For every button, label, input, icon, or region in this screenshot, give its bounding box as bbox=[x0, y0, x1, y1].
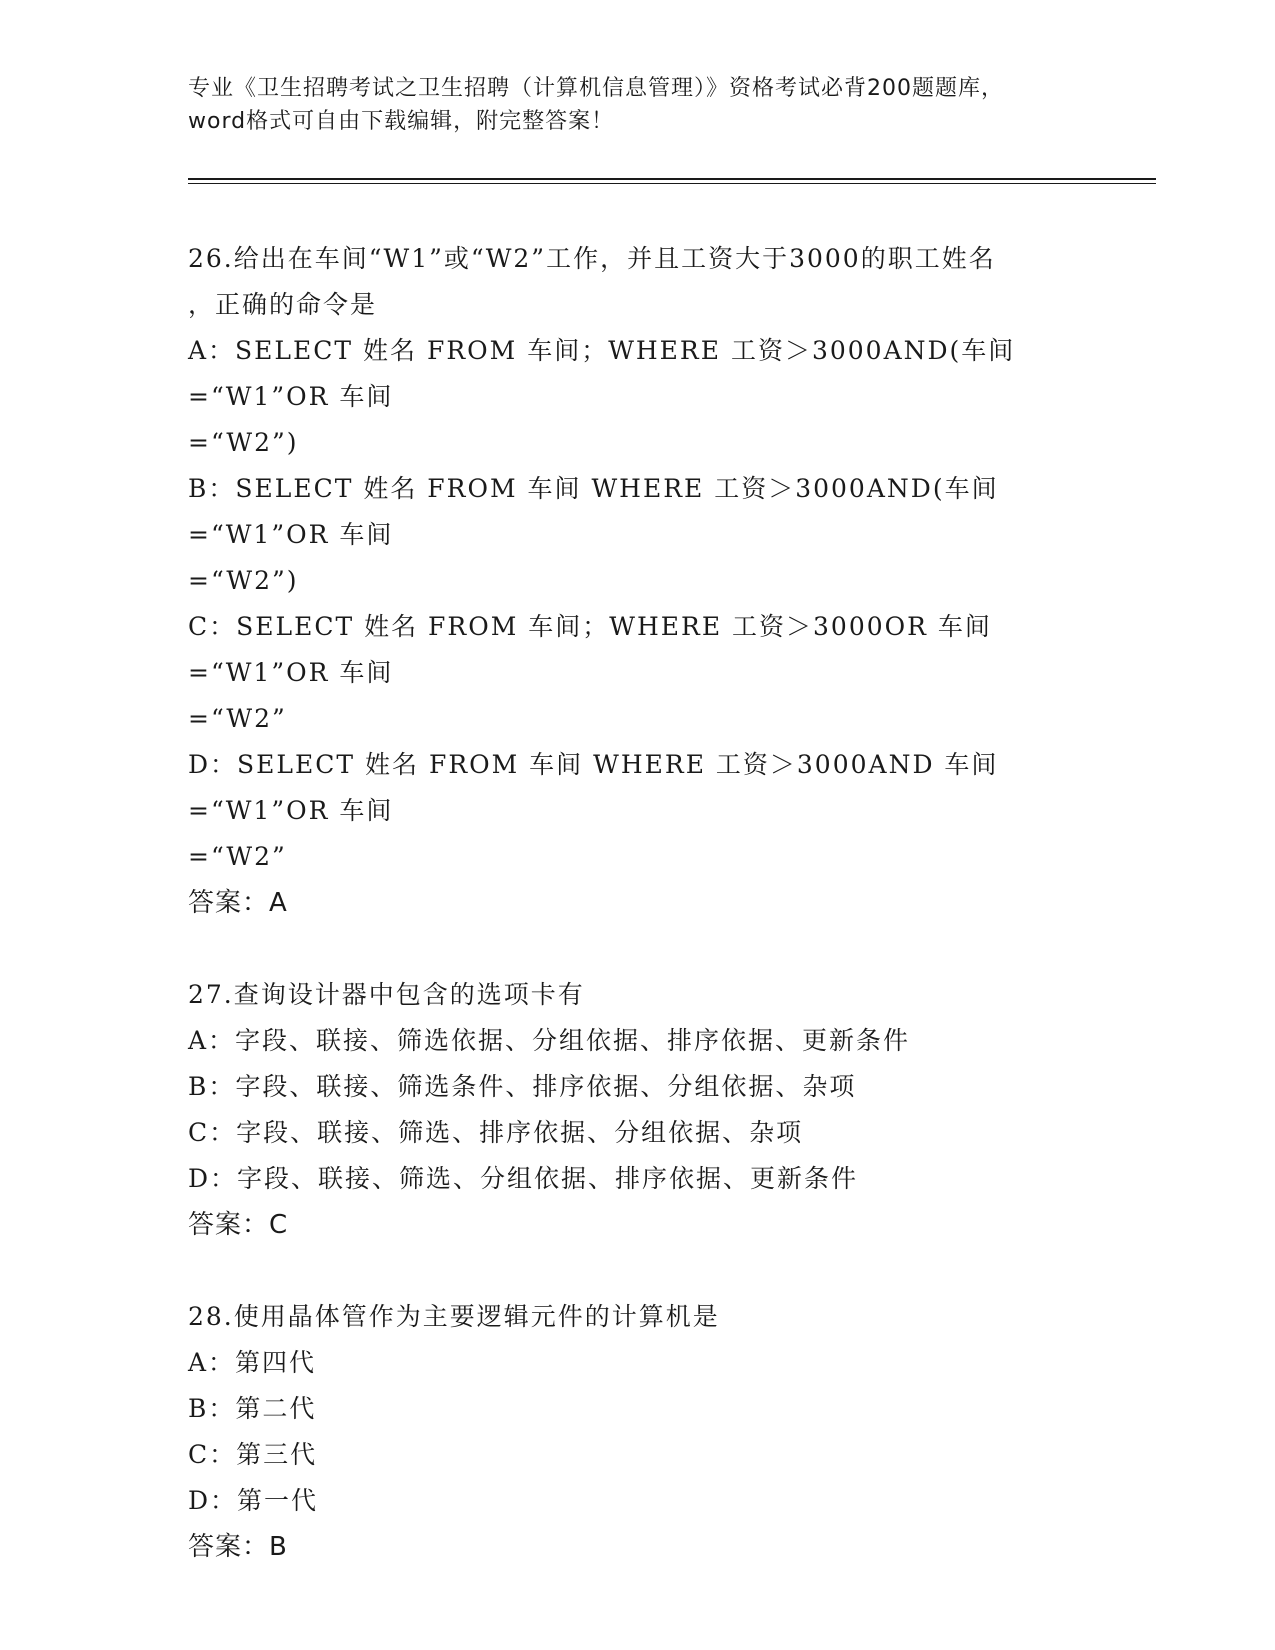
option-line: D：字段、联接、筛选、分组依据、排序依据、更新条件 bbox=[188, 1164, 859, 1193]
question-stem: 27.查询设计器中包含的选项卡有 bbox=[188, 980, 585, 1009]
option-line: =“W2”) bbox=[188, 428, 299, 457]
option-line: =“W2” bbox=[188, 842, 287, 871]
option-line: =“W2” bbox=[188, 704, 287, 733]
header-divider-top bbox=[188, 178, 1156, 180]
option-line: B：字段、联接、筛选条件、排序依据、分组依据、杂项 bbox=[188, 1072, 857, 1101]
question-stem: ，正确的命令是 bbox=[188, 290, 378, 319]
question-stem: 26.给出在车间“W1”或“W2”工作，并且工资大于3000的职工姓名 bbox=[188, 244, 996, 273]
option-line: B：SELECT 姓名 FROM 车间 WHERE 工资＞3000AND(车间=“W1”OR 车间 bbox=[188, 474, 999, 549]
answer-line: 答案：A bbox=[188, 888, 288, 918]
question-stem: 28.使用晶体管作为主要逻辑元件的计算机是 bbox=[188, 1302, 720, 1331]
question-block bbox=[188, 236, 1088, 926]
option-line: D：第一代 bbox=[188, 1486, 319, 1515]
option-line: C：第三代 bbox=[188, 1440, 318, 1469]
answer-line: 答案：C bbox=[188, 1210, 289, 1240]
header-line-2: word格式可自由下载编辑，附完整答案！ bbox=[188, 109, 615, 134]
option-line: B：第二代 bbox=[188, 1394, 317, 1423]
option-line: A：第四代 bbox=[188, 1348, 317, 1377]
option-line: A：SELECT 姓名 FROM 车间；WHERE 工资＞3000AND(车间=“W1”OR 车间 bbox=[188, 336, 1016, 411]
option-line: A：字段、联接、筛选依据、分组依据、排序依据、更新条件 bbox=[188, 1026, 911, 1055]
question-block bbox=[188, 1294, 1088, 1570]
questions-list bbox=[188, 236, 1088, 1616]
option-line: D：SELECT 姓名 FROM 车间 WHERE 工资＞3000AND 车间=“W1”OR 车间 bbox=[188, 750, 999, 825]
header-line-1: 专业《卫生招聘考试之卫生招聘（计算机信息管理）》资格考试必背200题题库， bbox=[188, 76, 1004, 101]
answer-line: 答案：B bbox=[188, 1532, 288, 1562]
header-divider-bottom bbox=[188, 183, 1156, 184]
document-header bbox=[188, 72, 1088, 138]
option-line: C：字段、联接、筛选、排序依据、分组依据、杂项 bbox=[188, 1118, 804, 1147]
question-block bbox=[188, 972, 1088, 1248]
option-line: =“W2”) bbox=[188, 566, 299, 595]
option-line: C：SELECT 姓名 FROM 车间；WHERE 工资＞3000OR 车间=“W1”OR 车间 bbox=[188, 612, 992, 687]
